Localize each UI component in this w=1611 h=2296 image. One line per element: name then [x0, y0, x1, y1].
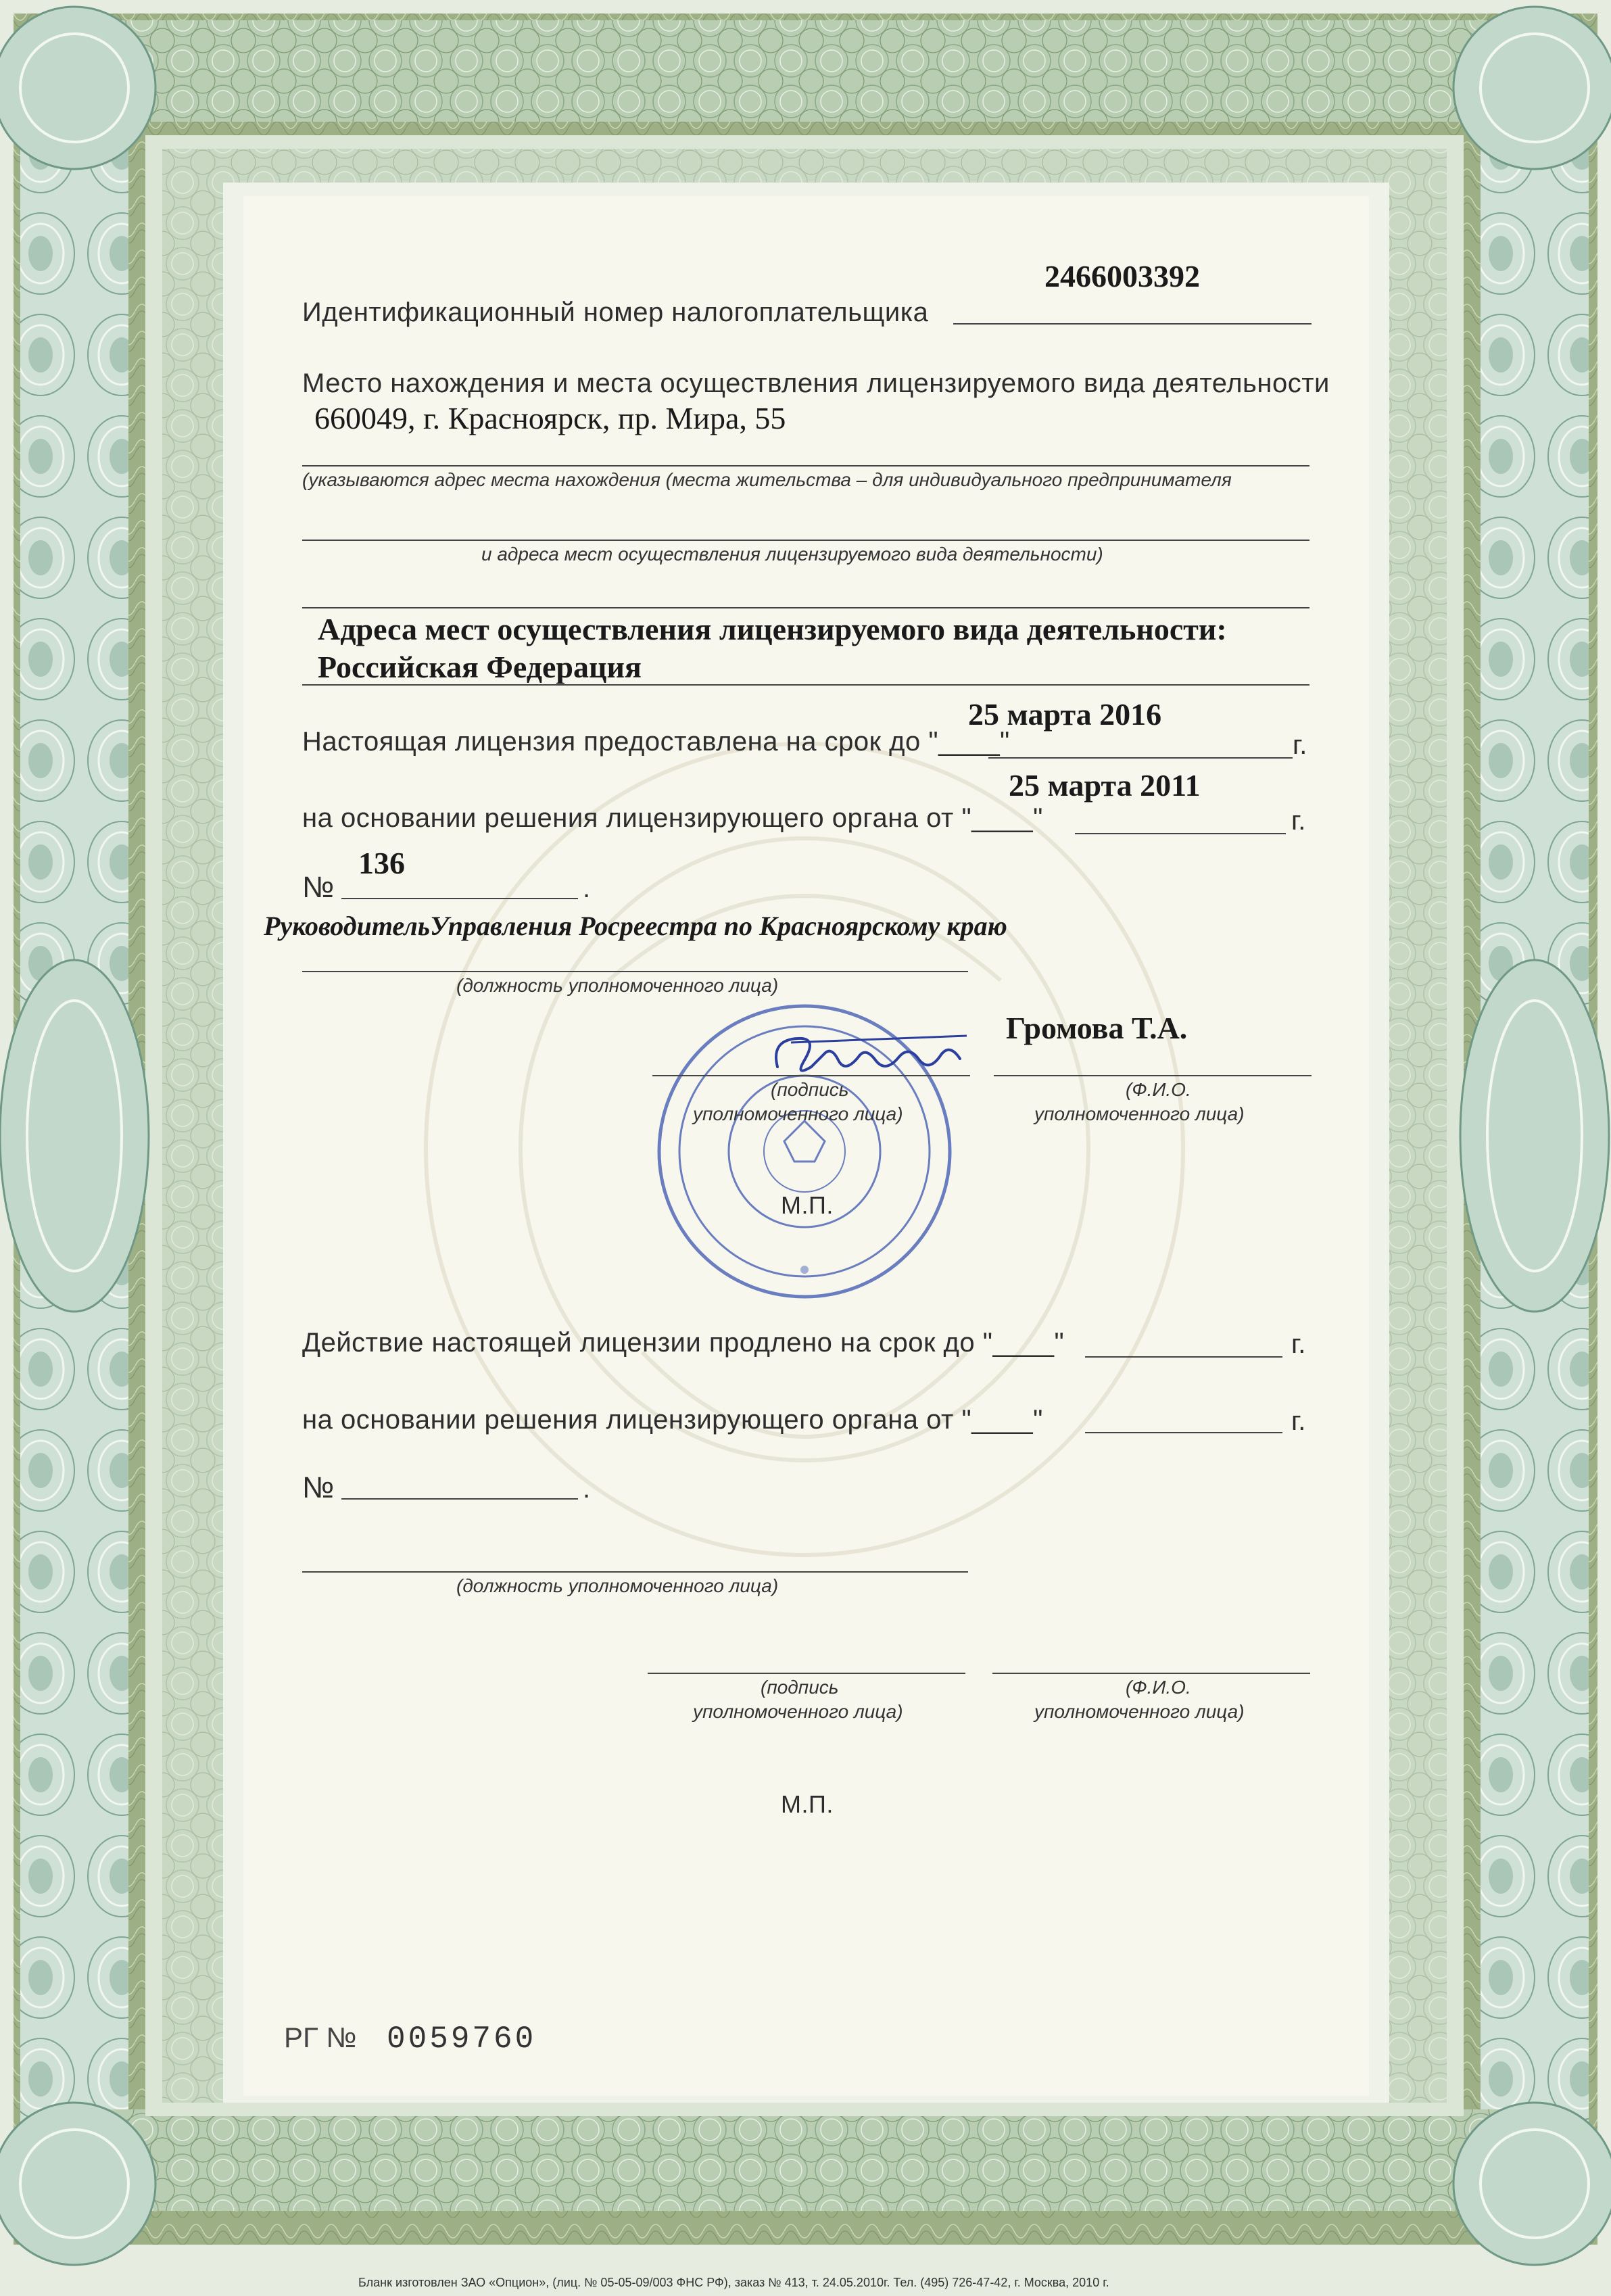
fio-note-1: (Ф.И.О.: [1126, 1079, 1191, 1100]
basis-line: [1075, 833, 1286, 834]
term-value: 25 марта 2016: [968, 697, 1162, 732]
extension-position-note: (должность уполномоченного лица): [456, 1575, 779, 1596]
location-line: [302, 465, 1309, 467]
signature: [764, 1026, 980, 1087]
basis-number-line: [341, 898, 578, 899]
taxpayer-id-value: 2466003392: [1044, 259, 1200, 293]
signature-line: [652, 1075, 970, 1076]
fio-note-2: уполномоченного лица): [1034, 1103, 1245, 1124]
official-position: РуководительУправления Росреестра по Красноярскому краю: [264, 911, 1007, 941]
basis-number-dot: .: [583, 874, 591, 903]
extension-term-line: [1085, 1356, 1282, 1358]
extension-stamp-label: М.П.: [781, 1790, 834, 1818]
location-note-1: (указываются адрес места нахождения (места жительства – для индивидуального предпринимателя: [302, 469, 1232, 490]
activity-addresses-line-2: Российская Федерация: [318, 650, 642, 684]
location-line-3: [302, 607, 1309, 608]
location-value: 660049, г. Красноярск, пр. Мира, 55: [314, 401, 786, 435]
extension-number-line: [341, 1498, 578, 1500]
extension-fio-line: [992, 1673, 1310, 1674]
extension-term-suffix: г.: [1291, 1329, 1306, 1359]
basis-number-label: №: [302, 871, 335, 904]
official-position-line: [302, 971, 968, 972]
official-name: Громова Т.А.: [1006, 1011, 1188, 1045]
signature-note-2: уполномоченного лица): [693, 1103, 903, 1124]
extension-basis-label: на основании решения лицензирующего органа от "____": [302, 1405, 1043, 1435]
extension-signature-note-2: уполномоченного лица): [693, 1701, 903, 1722]
extension-fio-note-2: уполномоченного лица): [1034, 1701, 1245, 1722]
activity-addresses-line-1: Адреса мест осуществления лицензируемого вида деятельности:: [318, 612, 1227, 646]
serial-number: 0059760: [387, 2022, 537, 2057]
taxpayer-id-label: Идентификационный номер налогоплательщика: [302, 297, 929, 327]
location-line-2: [302, 540, 1309, 541]
fio-line: [994, 1075, 1312, 1076]
extension-position-line: [302, 1571, 968, 1573]
taxpayer-id-line: [953, 323, 1312, 325]
stamp-label: М.П.: [781, 1191, 834, 1219]
extension-basis-line: [1085, 1432, 1282, 1433]
basis-suffix: г.: [1291, 806, 1306, 836]
basis-date-value: 25 марта 2011: [1009, 768, 1201, 803]
extension-number-dot: .: [583, 1474, 591, 1504]
printer-note: Бланк изготовлен ЗАО «Опцион», (лиц. № 05-05-09/003 ФНС РФ), заказ № 413, т. 24.05.2010г. Тел. (495) 726-47-42, г. Москва, 2010 г.: [358, 2276, 1109, 2289]
extension-basis-suffix: г.: [1291, 1406, 1306, 1436]
extension-number-label: №: [302, 1471, 335, 1504]
activity-line: [302, 684, 1309, 686]
signature-note-1: (подпись: [771, 1079, 849, 1100]
official-position-note: (должность уполномоченного лица): [456, 975, 779, 996]
term-suffix: г.: [1293, 730, 1307, 760]
term-line: [988, 757, 1293, 759]
basis-number-value: 136: [358, 846, 405, 880]
location-label: Место нахождения и места осуществления лицензируемого вида деятельности: [302, 368, 1330, 398]
extension-signature-note-1: (подпись: [761, 1677, 839, 1698]
serial-prefix: РГ №: [284, 2022, 357, 2053]
location-note-2: и адреса мест осуществления лицензируемого вида деятельности): [481, 544, 1103, 565]
basis-label: на основании решения лицензирующего органа от "____": [302, 803, 1043, 833]
extension-signature-line: [648, 1673, 965, 1674]
extension-term-label: Действие настоящей лицензии продлено на срок до "____": [302, 1328, 1065, 1358]
term-label: Настоящая лицензия предоставлена на срок до "____": [302, 727, 1010, 757]
extension-fio-note-1: (Ф.И.О.: [1126, 1677, 1191, 1698]
